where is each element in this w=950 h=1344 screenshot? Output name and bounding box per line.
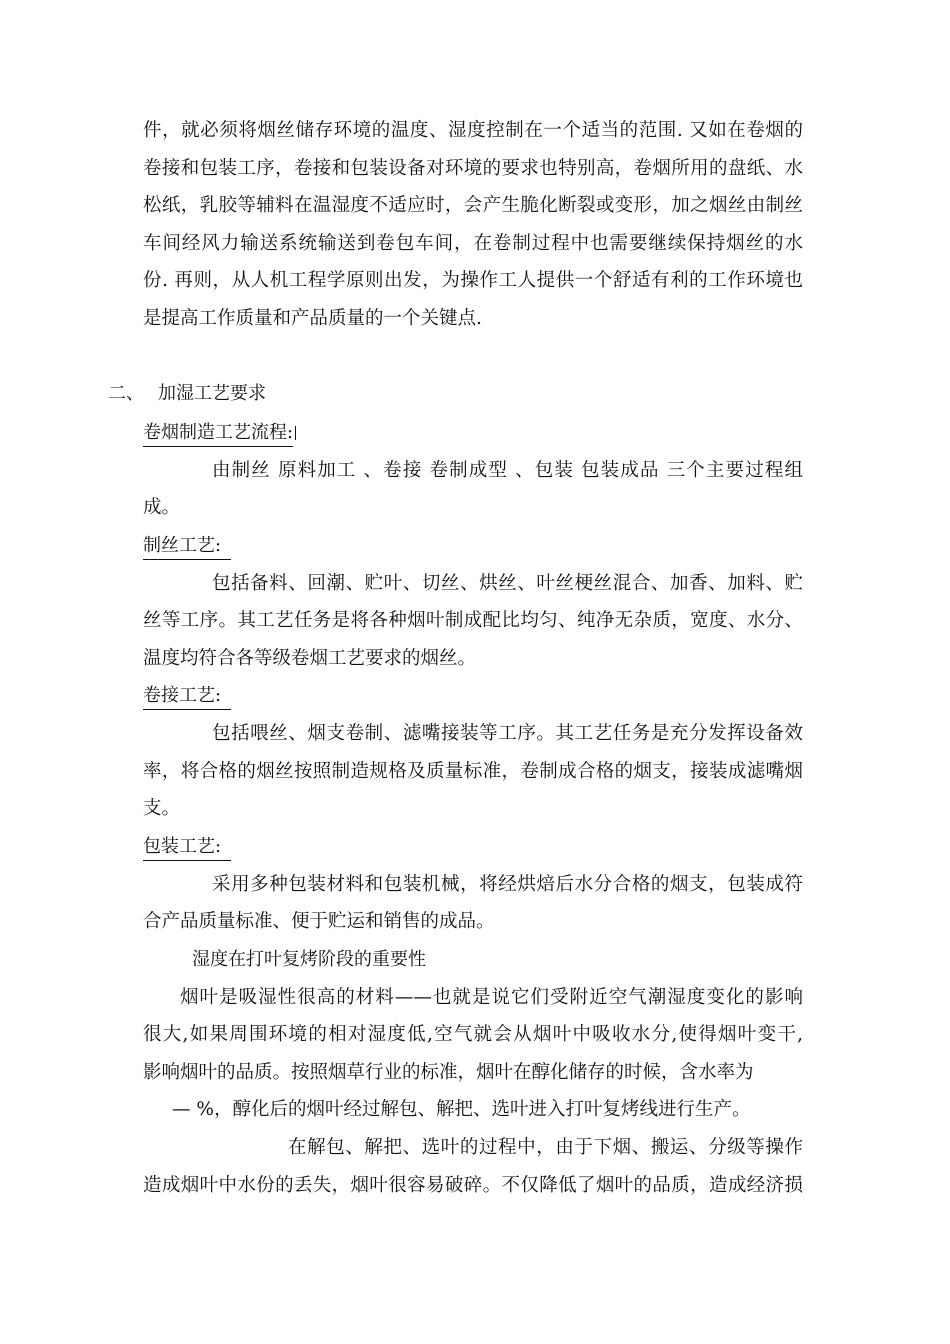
paragraph-line: 包括喂丝、烟支卷制、滤嘴接装等工序。其工艺任务是充分发挥设备效 (212, 723, 803, 744)
paragraph-line: 很大,如果周围环境的相对湿度低,空气就会从烟叶中吸收水分,使得烟叶变干, (143, 1024, 803, 1045)
underline-mark (295, 426, 297, 440)
paragraph-line: 份. 再则，从人机工程学原则出发，为操作工人提供一个舒适有利的工作环境也 (143, 270, 803, 291)
subheading-primary-processing (143, 533, 231, 560)
paragraph-line: 包括备料、回潮、贮叶、切丝、烘丝、叶丝梗丝混合、加香、加料、贮 (212, 573, 803, 594)
subheading-text: 制丝工艺: (143, 535, 222, 556)
paragraph-line: 成。 (143, 497, 181, 518)
section-title: 加湿工艺要求 (158, 383, 266, 404)
subheading-process-flow (143, 420, 297, 447)
paragraph-line: 松纸，乳胶等辅料在温湿度不适应时，会产生脆化断裂或变形，加之烟丝由制丝 (143, 195, 803, 216)
subheading-making (143, 683, 231, 710)
paragraph-line: 件，就必须将烟丝储存环境的温度、湿度控制在一个适当的范围. 又如在卷烟的 (143, 120, 803, 141)
paragraph-line: 卷接和包装工序，卷接和包装设备对环境的要求也特别高，卷烟所用的盘纸、水 (143, 158, 803, 179)
paragraph-line: 采用多种包装材料和包装机械，将经烘焙后水分合格的烟支，包装成符 (212, 874, 803, 895)
paragraph-line: 车间经风力输送系统输送到卷包车间，在卷制过程中也需要继续保持烟丝的水 (143, 233, 803, 254)
paragraph-line: 温度均符合各等级卷烟工艺要求的烟丝。 (143, 648, 477, 669)
subheading-text: 包装工艺: (143, 836, 222, 857)
paragraph-line: 影响烟叶的品质。按照烟草行业的标准，烟叶在醇化储存的时候，含水率为 (143, 1062, 754, 1083)
paragraph-line: 是提高工作质量和产品质量的一个关键点. (143, 308, 482, 329)
section-number: 二、 (108, 383, 144, 404)
paragraph-line: 造成烟叶中水份的丢失，烟叶很容易破碎。不仅降低了烟叶的品质，造成经济损 (143, 1175, 803, 1196)
subheading-text: 卷接工艺: (143, 685, 222, 706)
subheading-packing (143, 834, 231, 861)
paragraph-line: 烟叶是吸湿性很高的材料——也就是说它们受附近空气潮湿度变化的影响 (180, 987, 803, 1008)
paragraph-line: 丝等工序。其工艺任务是将各种烟叶制成配比均匀、纯净无杂质，宽度、水分、 (143, 610, 803, 631)
subheading-text: 卷烟制造工艺流程: (143, 422, 294, 443)
paragraph-line: 合产品质量标准、便于贮运和销售的成品。 (143, 911, 495, 932)
paragraph-line: 支。 (143, 798, 181, 819)
paragraph-line: — %，醇化后的烟叶经过解包、解把、选叶进入打叶复烤线进行生产。 (172, 1099, 751, 1120)
subheading-threshing: 湿度在打叶复烤阶段的重要性 (192, 949, 426, 970)
paragraph-line: 在解包、解把、选叶的过程中，由于下烟、搬运、分级等操作 (288, 1137, 803, 1158)
paragraph-line: 率，将合格的烟丝按照制造规格及质量标准，卷制成合格的烟支，接装成滤嘴烟 (143, 761, 803, 782)
paragraph-line: 由制丝 原料加工 、卷接 卷制成型 、包装 包装成品 三个主要过程组 (212, 460, 803, 481)
